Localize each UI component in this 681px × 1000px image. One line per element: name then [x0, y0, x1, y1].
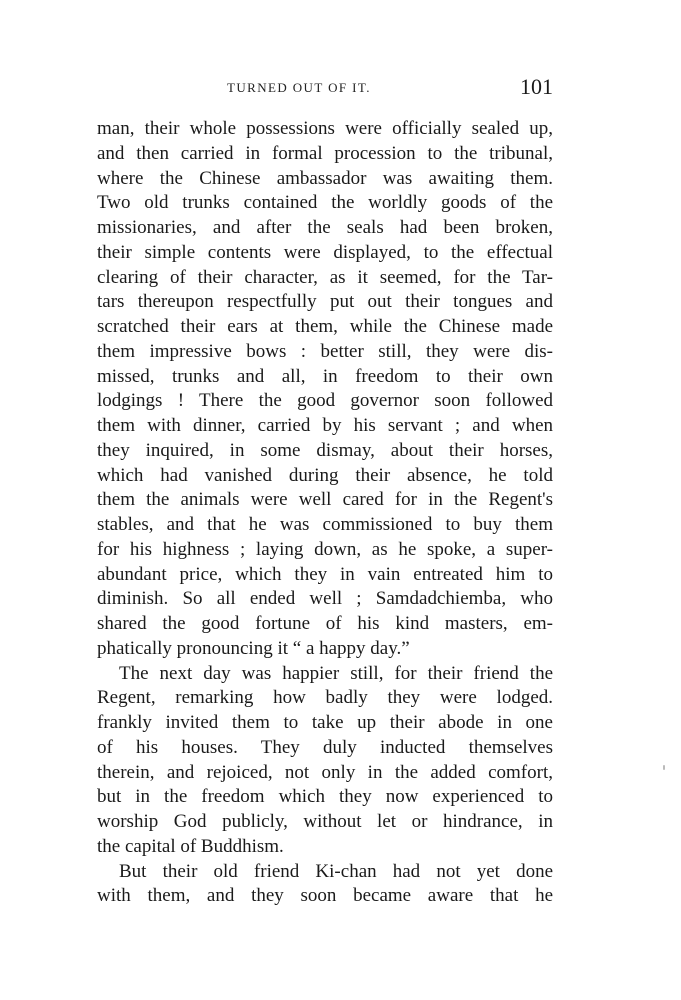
running-header — [97, 74, 553, 104]
text-line: abundant price, which they in vain entreated him to — [97, 563, 553, 585]
text-line: Regent, remarking how badly they were lodged. — [97, 687, 553, 709]
text-line: with them, and they soon became aware that he — [97, 885, 553, 907]
text-line: of his houses. They duly inducted themselves — [97, 736, 553, 758]
running-title: TURNED OUT OF IT. — [227, 80, 371, 95]
text-line: where the Chinese ambassador was awaiting them. — [97, 167, 553, 189]
text-line: worship God publicly, without let or hindrance, in — [97, 811, 553, 832]
text-line: but in the freedom which they now experienced to — [97, 786, 553, 808]
text-line: them the animals were well cared for in the Regent's — [97, 489, 553, 511]
text-line: stables, and that he was commissioned to buy them — [97, 514, 553, 535]
text-line: Two old trunks contained the worldly goods of the — [97, 192, 553, 214]
text-line: The next day was happier still, for their friend the — [119, 662, 553, 684]
text-line: missionaries, and after the seals had been broken, — [97, 217, 553, 238]
text-line: phatically pronouncing it “ a happy day.” — [97, 637, 410, 659]
text-line: their simple contents were displayed, to the effectual — [97, 241, 553, 263]
text-line: therein, and rejoiced, not only in the added comfort, — [97, 761, 553, 783]
text-line: shared the good fortune of his kind masters, em- — [97, 613, 553, 634]
text-line: frankly invited them to take up their abode in one — [97, 712, 553, 733]
text-line: diminish. So all ended well ; Samdadchiemba, who — [97, 588, 553, 610]
text-line: lodgings ! There the good governor soon followed — [97, 390, 553, 412]
text-line: them impressive bows : better still, they were dis- — [97, 340, 553, 362]
body-text — [97, 117, 553, 909]
text-line: they inquired, in some dismay, about their horses, — [97, 439, 553, 461]
text-line: scratched their ears at them, while the Chinese made — [97, 316, 553, 337]
text-line: But their old friend Ki-chan had not yet done — [119, 860, 553, 882]
text-line: for his highness ; laying down, as he spoke, a super- — [97, 538, 553, 560]
text-line: tars thereupon respectfully put out their tongues and — [97, 291, 553, 313]
text-line: missed, trunks and all, in freedom to their own — [97, 365, 553, 387]
text-line: which had vanished during their absence, he told — [97, 464, 553, 486]
text-line: clearing of their character, as it seemed, for the Tar- — [97, 266, 553, 288]
paper-speck — [663, 765, 665, 770]
text-line: and then carried in formal procession to the tribunal, — [97, 142, 553, 164]
text-line: the capital of Buddhism. — [97, 835, 284, 857]
text-line: man, their whole possessions were officially sealed up, — [97, 118, 553, 139]
text-line: them with dinner, carried by his servant ; and when — [97, 415, 553, 436]
page-number: 101 — [520, 74, 553, 99]
